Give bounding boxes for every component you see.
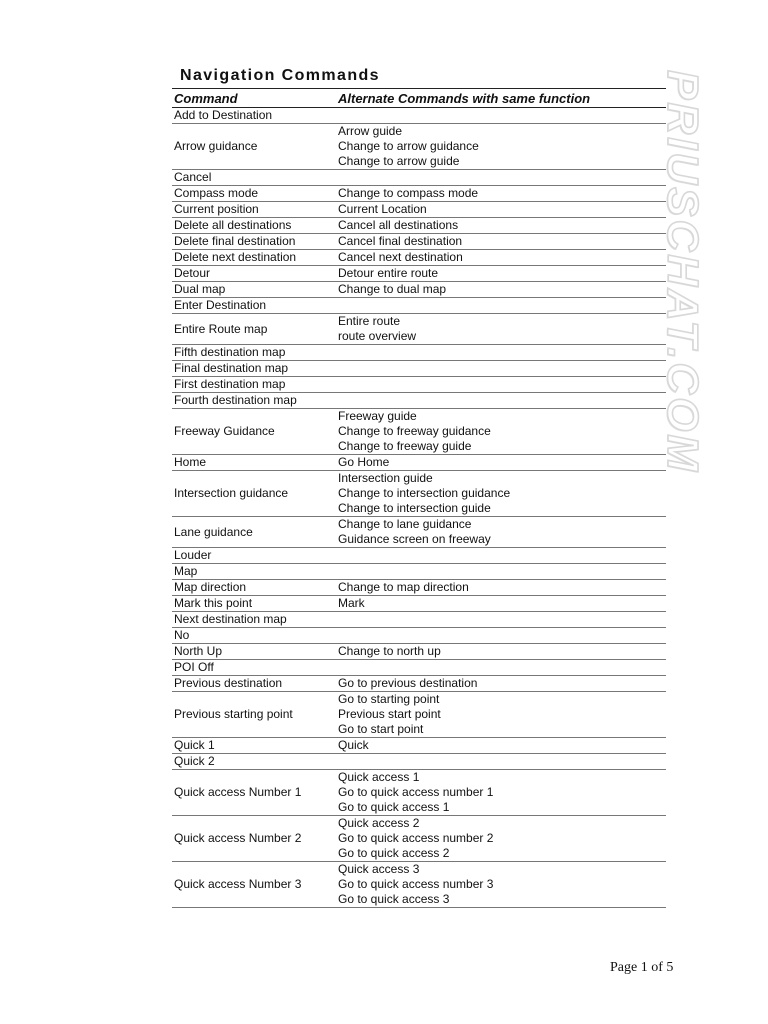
alternate-command: Cancel final destination	[338, 234, 463, 248]
command-cell: Quick access Number 1	[172, 770, 336, 816]
command-cell: Next destination map	[172, 612, 336, 628]
alternates-cell	[336, 361, 666, 377]
page-title: Navigation Commands	[180, 67, 380, 84]
table-row	[172, 409, 666, 455]
command-cell: Compass mode	[172, 186, 336, 202]
table-row	[172, 612, 666, 628]
table-row	[172, 628, 666, 644]
alternate-command: Go to quick access 3	[338, 892, 450, 906]
alternates-cell	[336, 124, 666, 170]
table-row	[172, 596, 666, 612]
table-row	[172, 393, 666, 409]
command-cell: North Up	[172, 644, 336, 660]
alternate-command: Go to previous destination	[338, 676, 478, 690]
alternate-command: Change to map direction	[338, 580, 469, 594]
table-row	[172, 298, 666, 314]
table-row	[172, 816, 666, 862]
command-cell: Enter Destination	[172, 298, 336, 314]
command-cell: Final destination map	[172, 361, 336, 377]
table-row	[172, 186, 666, 202]
alternates-cell	[336, 409, 666, 455]
table-row	[172, 282, 666, 298]
command-cell: Previous destination	[172, 676, 336, 692]
command-cell: Mark this point	[172, 596, 336, 612]
alternates-cell	[336, 548, 666, 564]
table-row	[172, 517, 666, 548]
alternates-cell	[336, 564, 666, 580]
alternate-command: Change to dual map	[338, 282, 447, 296]
alternate-command: Go Home	[338, 455, 390, 469]
table-row	[172, 580, 666, 596]
table-row	[172, 692, 666, 738]
alternates-cell	[336, 676, 666, 692]
alternate-command: Change to freeway guidance	[338, 424, 491, 438]
watermark	[658, 70, 707, 540]
table-row	[172, 676, 666, 692]
column-header-command: Command	[172, 90, 336, 108]
alternate-command: Change to freeway guide	[338, 439, 472, 453]
alternate-command: Go to quick access number 1	[338, 785, 494, 799]
table-body	[172, 108, 666, 908]
alternates-cell	[336, 770, 666, 816]
command-cell: First destination map	[172, 377, 336, 393]
table-row	[172, 202, 666, 218]
alternate-command: Detour entire route	[338, 266, 439, 280]
alternate-command: Change to north up	[338, 644, 441, 658]
alternate-command: Quick access 2	[338, 816, 420, 830]
alternates-cell	[336, 282, 666, 298]
command-cell: Delete next destination	[172, 250, 336, 266]
alternate-command: Change to arrow guide	[338, 154, 460, 168]
alternates-cell	[336, 170, 666, 186]
command-cell: Quick access Number 3	[172, 862, 336, 908]
alternates-cell	[336, 250, 666, 266]
table-row	[172, 234, 666, 250]
alternate-command: Cancel next destination	[338, 250, 463, 264]
alternates-cell	[336, 596, 666, 612]
table-row	[172, 644, 666, 660]
command-cell: Current position	[172, 202, 336, 218]
alternates-cell	[336, 644, 666, 660]
table-row	[172, 361, 666, 377]
table-row	[172, 455, 666, 471]
table-row	[172, 345, 666, 361]
alternate-command: Current Location	[338, 202, 427, 216]
alternate-command: Intersection guide	[338, 471, 433, 485]
table-row	[172, 124, 666, 170]
command-cell: Previous starting point	[172, 692, 336, 738]
command-cell: Detour	[172, 266, 336, 282]
alternates-cell	[336, 754, 666, 770]
command-cell: Dual map	[172, 282, 336, 298]
alternates-cell	[336, 660, 666, 676]
alternates-cell	[336, 455, 666, 471]
command-cell: Fifth destination map	[172, 345, 336, 361]
command-cell: Cancel	[172, 170, 336, 186]
alternate-command: Change to compass mode	[338, 186, 479, 200]
alternates-cell	[336, 517, 666, 548]
column-header-alternates: Alternate Commands with same function	[336, 90, 666, 108]
alternate-command: Cancel all destinations	[338, 218, 459, 232]
alternate-command: Mark	[338, 596, 365, 610]
alternate-command: Go to quick access 2	[338, 846, 450, 860]
watermark-text: PRIUSCHAT.COM	[658, 70, 707, 475]
table-row	[172, 266, 666, 282]
alternates-cell	[336, 108, 666, 124]
alternate-command: Go to start point	[338, 722, 424, 736]
command-cell: Delete final destination	[172, 234, 336, 250]
command-cell: Map	[172, 564, 336, 580]
title-rule	[172, 88, 666, 89]
alternate-command: Previous start point	[338, 707, 441, 721]
alternates-cell	[336, 314, 666, 345]
alternates-cell	[336, 612, 666, 628]
command-cell: Intersection guidance	[172, 471, 336, 517]
table-row	[172, 218, 666, 234]
alternate-command: Entire route	[338, 314, 401, 328]
table-row	[172, 754, 666, 770]
table-row	[172, 377, 666, 393]
alternates-cell	[336, 628, 666, 644]
alternates-cell	[336, 471, 666, 517]
command-cell: Home	[172, 455, 336, 471]
table-row	[172, 862, 666, 908]
command-cell: Quick 1	[172, 738, 336, 754]
alternates-cell	[336, 862, 666, 908]
alternate-command: Change to intersection guidance	[338, 486, 511, 500]
alternate-command: Change to intersection guide	[338, 501, 491, 515]
commands-table	[172, 90, 666, 908]
alternate-command: Go to quick access 1	[338, 800, 450, 814]
alternates-cell	[336, 218, 666, 234]
alternates-cell	[336, 345, 666, 361]
table-row	[172, 250, 666, 266]
command-cell: Add to Destination	[172, 108, 336, 124]
alternates-cell	[336, 393, 666, 409]
alternate-command: Change to arrow guidance	[338, 139, 479, 153]
alternates-cell	[336, 186, 666, 202]
alternate-command: Freeway guide	[338, 409, 417, 423]
alternates-cell	[336, 266, 666, 282]
command-cell: Entire Route map	[172, 314, 336, 345]
command-cell: Freeway Guidance	[172, 409, 336, 455]
alternates-cell	[336, 234, 666, 250]
alternate-command: Quick	[338, 738, 369, 752]
alternates-cell	[336, 738, 666, 754]
command-cell: Fourth destination map	[172, 393, 336, 409]
table-header-row	[172, 90, 666, 108]
alternates-cell	[336, 298, 666, 314]
table-row	[172, 314, 666, 345]
alternate-command: Arrow guide	[338, 124, 403, 138]
alternate-command: Go to starting point	[338, 692, 440, 706]
alternates-cell	[336, 816, 666, 862]
table-row	[172, 738, 666, 754]
table-row	[172, 108, 666, 124]
command-cell: Delete all destinations	[172, 218, 336, 234]
table-row	[172, 170, 666, 186]
alternates-cell	[336, 202, 666, 218]
command-cell: Louder	[172, 548, 336, 564]
alternates-cell	[336, 580, 666, 596]
alternate-command: Go to quick access number 3	[338, 877, 494, 891]
alternate-command: Go to quick access number 2	[338, 831, 494, 845]
table-row	[172, 660, 666, 676]
table-row	[172, 471, 666, 517]
command-cell: No	[172, 628, 336, 644]
page-number: Page 1 of 5	[610, 960, 674, 975]
table-row	[172, 548, 666, 564]
command-cell: Lane guidance	[172, 517, 336, 548]
command-cell: Quick access Number 2	[172, 816, 336, 862]
table-row	[172, 564, 666, 580]
alternate-command: Guidance screen on freeway	[338, 532, 491, 546]
command-cell: POI Off	[172, 660, 336, 676]
alternates-cell	[336, 377, 666, 393]
alternate-command: Change to lane guidance	[338, 517, 472, 531]
alternates-cell	[336, 692, 666, 738]
table-row	[172, 770, 666, 816]
alternate-command: route overview	[338, 329, 417, 343]
alternate-command: Quick access 1	[338, 770, 420, 784]
command-cell: Map direction	[172, 580, 336, 596]
alternate-command: Quick access 3	[338, 862, 420, 876]
command-cell: Arrow guidance	[172, 124, 336, 170]
command-cell: Quick 2	[172, 754, 336, 770]
